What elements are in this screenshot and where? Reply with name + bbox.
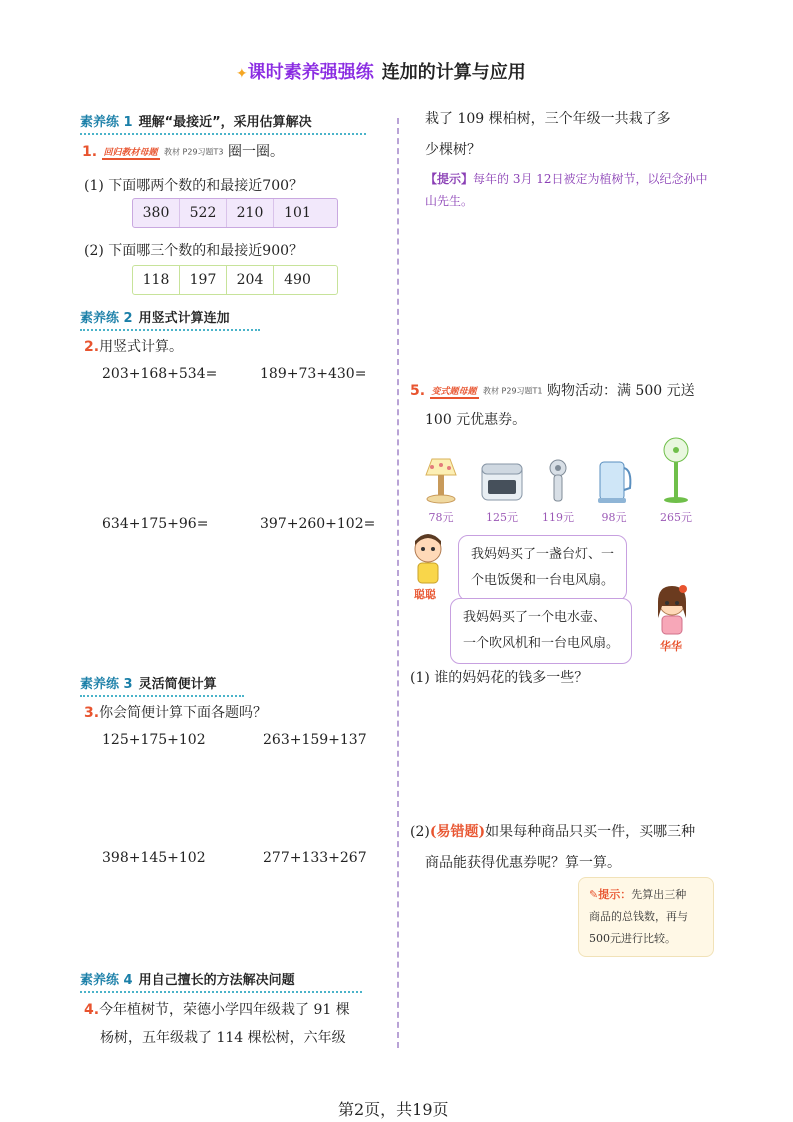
number-choice[interactable]: 522 (180, 199, 227, 227)
boy-name: 聪聪 (414, 588, 436, 601)
girl-speech-bubble: 我妈妈买了一个电水壶、 一个吹风机和一台电风扇。 (450, 598, 632, 664)
number-choices-1 (132, 198, 338, 228)
girl-avatar (650, 584, 694, 636)
question-badge: 回归教材母题 (102, 145, 160, 160)
product-rice-cooker (478, 458, 526, 525)
product-price: 78元 (428, 511, 454, 524)
expression: 203+168+534= (102, 366, 218, 382)
question-4-line-4: 少棵树？ (425, 142, 481, 158)
question-4-line-3: 栽了 109 棵柏树，三个年级一共栽了多 (425, 111, 671, 127)
girl-name: 华华 (660, 640, 682, 653)
product-hair-dryer (540, 458, 576, 525)
question-5-title: 5. 变式题母题 教材 P29习题T1 购物活动：满 500 元送 (410, 383, 695, 399)
page-title (236, 58, 526, 84)
kettle-icon (594, 458, 634, 505)
number-choice[interactable]: 197 (180, 266, 227, 294)
number-choice[interactable]: 210 (227, 199, 274, 227)
column-divider (397, 118, 399, 1048)
section-header-3: 素养练 3 灵活简便计算 (80, 673, 244, 697)
girl-icon (650, 584, 694, 636)
question-4-hint: 【提示】每年的 3月 12日被定为植树节，以纪念孙中 山先生。 (425, 172, 708, 208)
title-main: 连加的计算与应用 (381, 62, 526, 83)
question-5-part-1: (1) 谁的妈妈花的钱多一些？ (410, 670, 589, 686)
product-price: 98元 (601, 511, 627, 524)
question-1-part-1: (1) 下面哪两个数的和最接近700？ (84, 178, 304, 194)
star-icon: ✦ (236, 66, 248, 82)
number-choices-2 (132, 265, 338, 295)
hair-dryer-icon (540, 458, 576, 505)
product-table-lamp (418, 455, 464, 525)
question-1-title: 1. 回归教材母题 教材 P29习题T3 圈一圈。 (82, 144, 284, 160)
question-4-line-1: 4.今年植树节，荣德小学四年级栽了 91 棵 (84, 1002, 350, 1018)
question-4-line-2: 杨树，五年级栽了 114 棵松树，六年级 (100, 1030, 346, 1046)
expression: 397+260+102= (260, 516, 376, 532)
tip-box: ✎提示：先算出三种 商品的总钱数，再与 500元进行比较。 (578, 877, 714, 957)
textbook-ref: 教材 P29习题T3 (163, 147, 224, 157)
question-2-title: 2.用竖式计算。 (84, 339, 184, 355)
expression: 125+175+102 (102, 732, 206, 748)
number-choice[interactable]: 204 (227, 266, 274, 294)
expression: 263+159+137 (263, 732, 367, 748)
boy-speech-bubble: 我妈妈买了一盏台灯、一 个电饭煲和一台电风扇。 (458, 535, 627, 601)
number-choice[interactable]: 380 (133, 199, 180, 227)
electric-fan-icon (654, 436, 698, 505)
title-tag: 课时素养强强练 (247, 62, 374, 83)
rice-cooker-icon (478, 458, 526, 505)
expression: 277+133+267 (263, 850, 367, 866)
expression: 189+73+430= (260, 366, 367, 382)
section-header-2: 素养练 2 用竖式计算连加 (80, 307, 260, 331)
question-5-line-2: 100 元优惠券。 (425, 412, 527, 428)
question-1-part-2: (2) 下面哪三个数的和最接近900？ (84, 243, 304, 259)
product-price: 125元 (486, 511, 518, 524)
question-3-title: 3.你会简便计算下面各题吗？ (84, 705, 268, 721)
product-price: 119元 (542, 511, 574, 524)
question-5-part-2-line-1: (2)(易错题)如果每种商品只买一件，买哪三种 (410, 824, 696, 840)
number-choice[interactable]: 118 (133, 266, 180, 294)
textbook-ref: 教材 P29习题T1 (482, 386, 543, 396)
expression: 634+175+96= (102, 516, 209, 532)
product-kettle (594, 458, 634, 525)
number-choice[interactable]: 490 (284, 272, 311, 288)
product-price: 265元 (660, 511, 692, 524)
question-5-part-2-line-2: 商品能获得优惠券呢？算一算。 (425, 855, 621, 871)
page-number: 第2页，共19页 (338, 1100, 449, 1119)
product-electric-fan (654, 436, 698, 525)
table-lamp-icon (418, 455, 464, 505)
number-choice[interactable]: 101 (284, 205, 311, 221)
question-badge: 变式题母题 (430, 384, 479, 399)
expression: 398+145+102 (102, 850, 206, 866)
section-header-1: 素养练 1 理解“最接近”，采用估算解决 (80, 111, 366, 135)
boy-avatar (408, 533, 448, 585)
lightbulb-icon: ✎ (589, 888, 599, 901)
boy-icon (408, 533, 448, 585)
section-header-4: 素养练 4 用自己擅长的方法解决问题 (80, 969, 362, 993)
